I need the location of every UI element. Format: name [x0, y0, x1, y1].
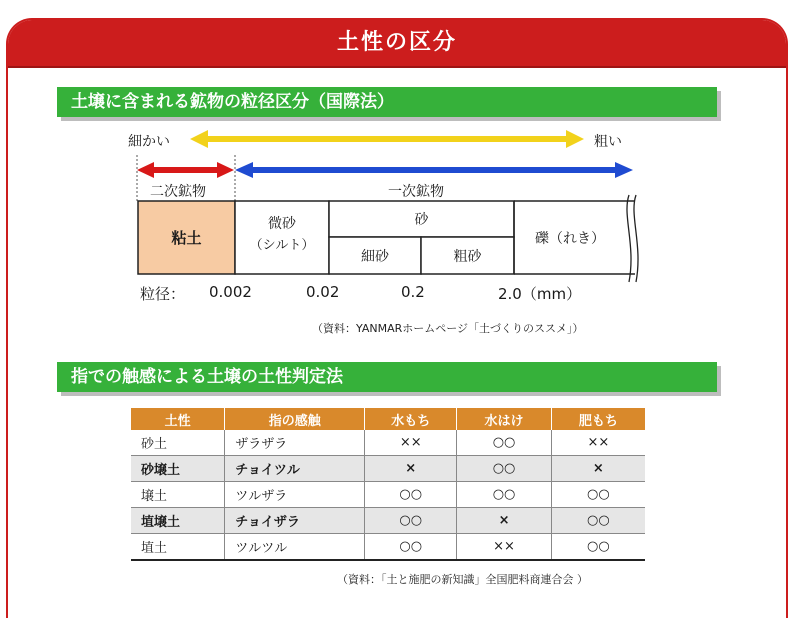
- water-retention-cell: ○○: [365, 534, 457, 561]
- feel-cell: チョイツル: [225, 456, 365, 482]
- table-row: [131, 482, 645, 508]
- silt-label-line1: 微砂: [268, 216, 296, 232]
- primary-minerals-label: 一次鉱物: [388, 184, 444, 200]
- fertility-retention-cell: ○○: [551, 508, 645, 534]
- column-header: 肥もち: [551, 408, 645, 430]
- source-note: （資料：YANMARホームページ「土づくりのススメ」）: [312, 322, 584, 335]
- silt-label-line2: （シルト）: [249, 237, 315, 253]
- fertility-retention-cell: ○○: [551, 534, 645, 561]
- water-retention-cell: ×: [365, 456, 457, 482]
- fine-sand-label: 細砂: [361, 248, 389, 265]
- fertility-retention-cell: ××: [551, 430, 645, 456]
- feel-cell: ザラザラ: [225, 430, 365, 456]
- drainage-cell: ××: [457, 534, 551, 561]
- table-row: [131, 430, 645, 456]
- clay-label: 粘土: [171, 229, 202, 247]
- size-axis-label: 粒径：: [140, 285, 186, 303]
- table-header-row: [131, 408, 645, 430]
- feel-cell: チョイザラ: [225, 508, 365, 534]
- water-retention-cell: ××: [365, 430, 457, 456]
- column-header: 水もち: [365, 408, 457, 430]
- soil-type-cell: 砂壌土: [131, 456, 225, 482]
- section-title: 指での触感による土壌の土性判定法: [71, 367, 343, 387]
- secondary-minerals-label: 二次鉱物: [150, 184, 206, 200]
- source-note: （資料：「土と施肥の新知識」全国肥料商連合会 ）: [337, 573, 588, 586]
- size-tick: 0.02: [306, 283, 340, 301]
- coarse-sand-label: 粗砂: [453, 248, 482, 265]
- size-tick: 0.002: [209, 283, 252, 301]
- size-tick: 0.2: [401, 283, 425, 301]
- drainage-cell: ○○: [457, 456, 551, 482]
- soil-type-cell: 砂土: [131, 430, 225, 456]
- feel-cell: ツルザラ: [225, 482, 365, 508]
- soil-type-cell: 壌土: [131, 482, 225, 508]
- drainage-cell: ○○: [457, 482, 551, 508]
- section-title-bar: [57, 362, 717, 392]
- soil-texture-table: [131, 408, 645, 561]
- table-row: [131, 534, 645, 561]
- primary-minerals-arrow: [235, 162, 633, 178]
- section-title: 土壌に含まれる鉱物の粒径区分（国際法）: [71, 92, 394, 112]
- drainage-cell: ○○: [457, 430, 551, 456]
- fertility-retention-cell: ○○: [551, 482, 645, 508]
- soil-type-cell: 埴壌土: [131, 508, 225, 534]
- page-title: 土性の区分: [336, 30, 457, 55]
- soil-type-cell: 埴土: [131, 534, 225, 561]
- column-header: 土性: [131, 408, 225, 430]
- column-header: 水はけ: [457, 408, 551, 430]
- coarse-label: 粗い: [594, 134, 622, 150]
- gravel-label: 礫（れき）: [535, 230, 605, 247]
- table-row: [131, 456, 645, 482]
- size-tick: 2.0（mm）: [498, 285, 582, 303]
- fertility-retention-cell: ×: [551, 456, 645, 482]
- drainage-cell: ×: [457, 508, 551, 534]
- table-row: [131, 508, 645, 534]
- fine-coarse-arrow: [190, 130, 584, 148]
- water-retention-cell: ○○: [365, 482, 457, 508]
- water-retention-cell: ○○: [365, 508, 457, 534]
- scale-break-mark: [627, 195, 638, 282]
- feel-cell: ツルツル: [225, 534, 365, 561]
- column-header: 指の感触: [225, 408, 365, 430]
- secondary-minerals-arrow: [137, 162, 234, 178]
- fine-label: 細かい: [128, 134, 170, 150]
- sand-label: 砂: [414, 212, 429, 228]
